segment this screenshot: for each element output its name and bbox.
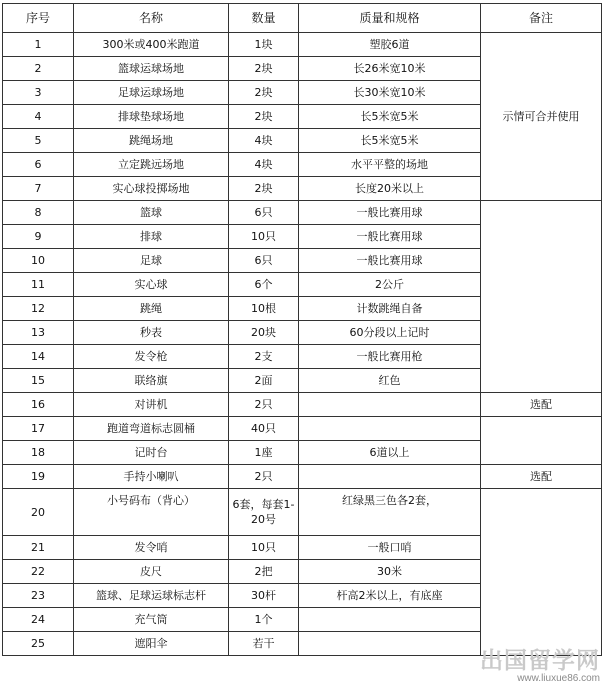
cell-no: 17 [3,417,74,441]
table-header-row [3,4,602,33]
cell-name: 足球 [74,249,229,273]
cell-name: 排球垫球场地 [74,105,229,129]
cell-no: 2 [3,57,74,81]
cell-qty: 4块 [229,153,299,177]
cell-qty: 6只 [229,201,299,225]
cell-spec: 长5米宽5米 [299,129,481,153]
cell-qty: 2块 [229,105,299,129]
cell-no: 11 [3,273,74,297]
cell-qty: 2块 [229,57,299,81]
cell-no: 18 [3,441,74,465]
cell-spec: 一般比赛用枪 [299,345,481,369]
header-no: 序号 [3,4,74,33]
cell-name: 跳绳 [74,297,229,321]
cell-no: 10 [3,249,74,273]
cell-name: 排球 [74,225,229,249]
cell-no: 3 [3,81,74,105]
cell-spec: 长度20米以上 [299,177,481,201]
cell-name: 秒表 [74,321,229,345]
cell-no: 21 [3,536,74,560]
cell-spec: 长26米宽10米 [299,57,481,81]
table-row [3,489,602,536]
cell-spec: 杆高2米以上，有底座 [299,584,481,608]
cell-qty: 10只 [229,225,299,249]
cell-no: 15 [3,369,74,393]
table-row [3,393,602,417]
cell-no: 4 [3,105,74,129]
cell-name: 充气筒 [74,608,229,632]
cell-qty: 2只 [229,393,299,417]
cell-qty: 2面 [229,369,299,393]
cell-no: 24 [3,608,74,632]
cell-name: 发令哨 [74,536,229,560]
cell-no: 12 [3,297,74,321]
cell-qty: 4块 [229,129,299,153]
header-qty: 数量 [229,4,299,33]
cell-qty: 2块 [229,81,299,105]
cell-spec [299,393,481,417]
cell-no: 14 [3,345,74,369]
cell-spec: 长30米宽10米 [299,81,481,105]
cell-no: 22 [3,560,74,584]
cell-spec: 水平平整的场地 [299,153,481,177]
cell-spec [299,417,481,441]
cell-note: 选配 [481,465,602,489]
cell-spec: 一般比赛用球 [299,249,481,273]
cell-spec [299,608,481,632]
watermark-brand-text: 出国留学网 [480,647,600,674]
cell-no: 5 [3,129,74,153]
cell-no: 16 [3,393,74,417]
cell-note [481,201,602,393]
cell-name: 篮球、足球运球标志杆 [74,584,229,608]
cell-qty: 6套，每套1-20号 [229,489,299,536]
cell-no: 1 [3,33,74,57]
cell-name: 跳绳场地 [74,129,229,153]
cell-name: 皮尺 [74,560,229,584]
cell-qty: 1个 [229,608,299,632]
cell-spec: 红绿黑三色各2套， [299,489,481,536]
watermark-url: www.liuxue86.com [517,673,600,684]
cell-note [481,489,602,656]
equipment-table [2,3,602,656]
cell-spec: 6道以上 [299,441,481,465]
cell-spec: 2公斤 [299,273,481,297]
cell-name: 300米或400米跑道 [74,33,229,57]
cell-name: 遮阳伞 [74,632,229,656]
cell-qty: 1块 [229,33,299,57]
cell-qty: 10根 [229,297,299,321]
cell-spec: 红色 [299,369,481,393]
table-row [3,465,602,489]
header-name: 名称 [74,4,229,33]
cell-no: 13 [3,321,74,345]
cell-spec: 一般口哨 [299,536,481,560]
cell-name: 跑道弯道标志圆桶 [74,417,229,441]
cell-name: 足球运球场地 [74,81,229,105]
cell-name: 篮球 [74,201,229,225]
cell-qty: 若干 [229,632,299,656]
cell-qty: 20块 [229,321,299,345]
cell-qty: 2块 [229,177,299,201]
cell-no: 19 [3,465,74,489]
cell-qty: 2只 [229,465,299,489]
cell-note: 示情可合并使用 [481,33,602,201]
cell-spec [299,465,481,489]
cell-name: 对讲机 [74,393,229,417]
cell-spec: 一般比赛用球 [299,225,481,249]
cell-no: 25 [3,632,74,656]
cell-spec [299,632,481,656]
cell-note [481,417,602,465]
cell-qty: 40只 [229,417,299,441]
cell-no: 8 [3,201,74,225]
cell-no: 20 [3,489,74,536]
cell-qty: 6只 [229,249,299,273]
cell-name: 实心球 [74,273,229,297]
cell-spec: 一般比赛用球 [299,201,481,225]
cell-spec: 计数跳绳自备 [299,297,481,321]
cell-no: 9 [3,225,74,249]
cell-name: 联络旗 [74,369,229,393]
cell-note: 选配 [481,393,602,417]
cell-qty: 6个 [229,273,299,297]
cell-qty: 2把 [229,560,299,584]
cell-name: 手持小喇叭 [74,465,229,489]
cell-name: 篮球运球场地 [74,57,229,81]
cell-spec: 塑胶6道 [299,33,481,57]
cell-qty: 2支 [229,345,299,369]
cell-no: 23 [3,584,74,608]
cell-name: 立定跳远场地 [74,153,229,177]
cell-no: 6 [3,153,74,177]
cell-spec: 60分段以上记时 [299,321,481,345]
cell-no: 7 [3,177,74,201]
cell-spec: 30米 [299,560,481,584]
cell-name: 记时台 [74,441,229,465]
cell-qty: 30杆 [229,584,299,608]
cell-name: 实心球投掷场地 [74,177,229,201]
header-note: 备注 [481,4,602,33]
cell-qty: 10只 [229,536,299,560]
table-row [3,417,602,441]
cell-spec: 长5米宽5米 [299,105,481,129]
header-spec: 质量和规格 [299,4,481,33]
cell-qty: 1座 [229,441,299,465]
table-row [3,201,602,225]
cell-name: 小号码布（背心） [74,489,229,536]
table-row [3,33,602,57]
cell-name: 发令枪 [74,345,229,369]
